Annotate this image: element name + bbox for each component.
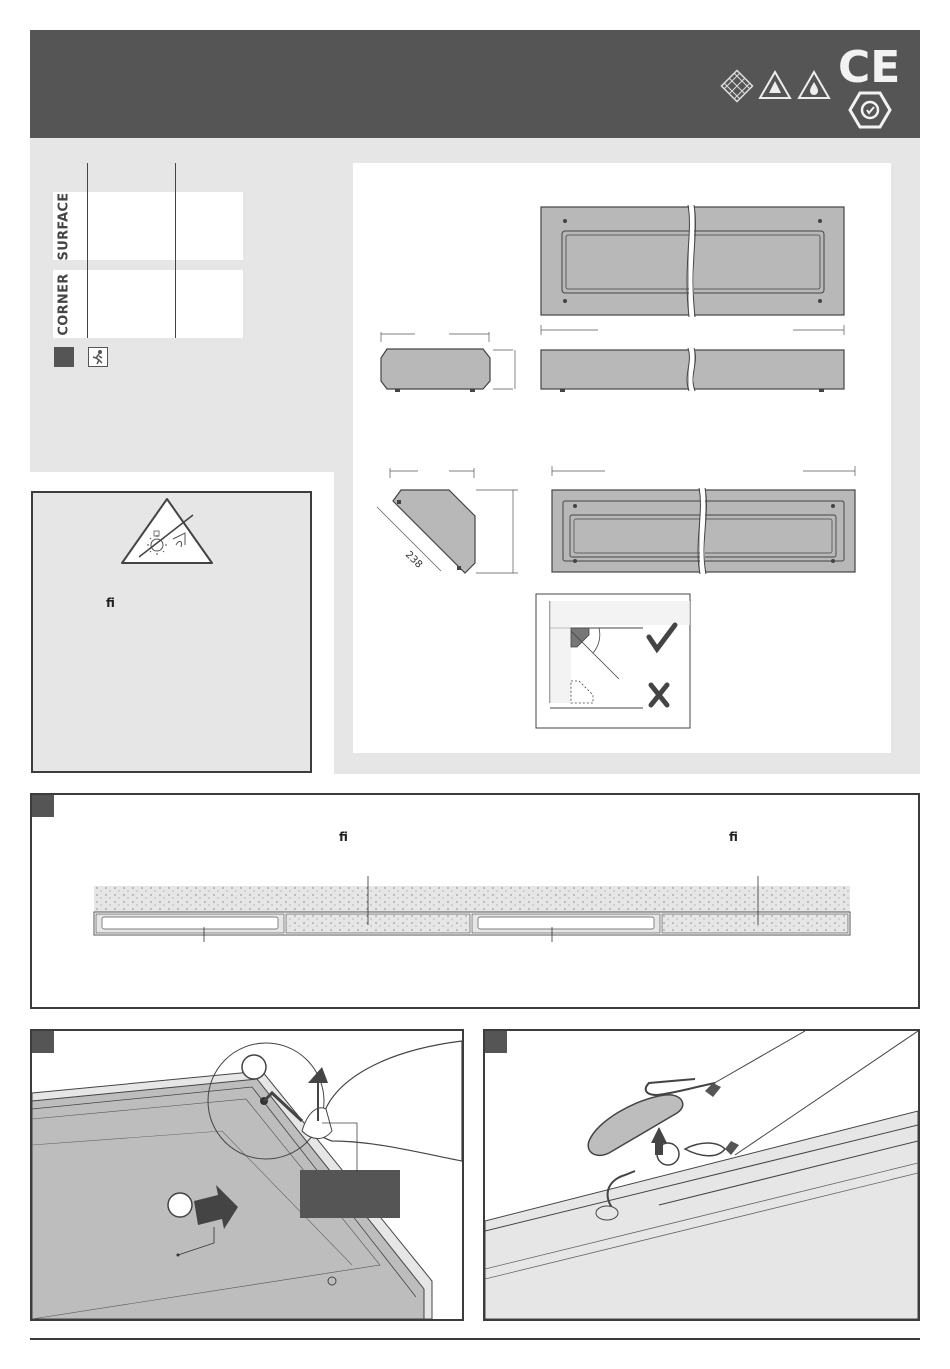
ceiling-text-fragment: ﬁ <box>339 830 348 844</box>
corner-side-view <box>393 490 475 573</box>
ce-mark-icon <box>838 42 900 93</box>
open-diffuser-illustration <box>32 1031 462 1319</box>
warning-text-fragment: ﬁ <box>106 596 115 610</box>
corner-front-view <box>552 486 855 576</box>
diamond-grid-icon <box>721 70 752 101</box>
suspension-hook-illustration <box>485 1031 918 1319</box>
corner-label: CORNER <box>56 272 72 336</box>
certification-marks <box>30 30 920 138</box>
footer-rule <box>30 1338 920 1340</box>
column-divider <box>87 192 88 338</box>
surface-label: SURFACE <box>56 192 72 260</box>
ceiling-text-fragment: ﬁ <box>729 830 738 844</box>
surface-block <box>53 192 243 260</box>
rcm-icon <box>850 93 890 127</box>
header-bar <box>30 30 920 138</box>
surface-front-view <box>541 203 844 319</box>
warning-triangle-icon <box>760 72 790 98</box>
emergency-exit-icon <box>88 347 108 367</box>
dimension-drawings <box>353 163 891 753</box>
step-open-diffuser <box>30 1029 464 1321</box>
ceiling-section-drawing <box>32 795 918 1007</box>
water-drop-warning-icon <box>799 72 829 98</box>
step-ceiling-section <box>30 793 920 1009</box>
drawing-area <box>353 163 891 753</box>
corner-dimension-label: 238 <box>402 549 425 571</box>
corner-label-wrap <box>53 270 75 338</box>
corner-placement-inset <box>536 594 690 728</box>
warning-box <box>31 491 312 773</box>
corner-block <box>53 270 243 338</box>
no-sunlight-warning-icon <box>33 493 310 593</box>
surface-label-wrap <box>53 192 75 260</box>
column-divider <box>175 192 176 338</box>
surface-side-view <box>381 346 844 392</box>
step-suspension-hook <box>483 1029 920 1321</box>
ce-mark-text: CE <box>838 42 901 93</box>
color-swatch-icon <box>54 347 74 367</box>
info-panel-dark <box>300 1170 400 1218</box>
